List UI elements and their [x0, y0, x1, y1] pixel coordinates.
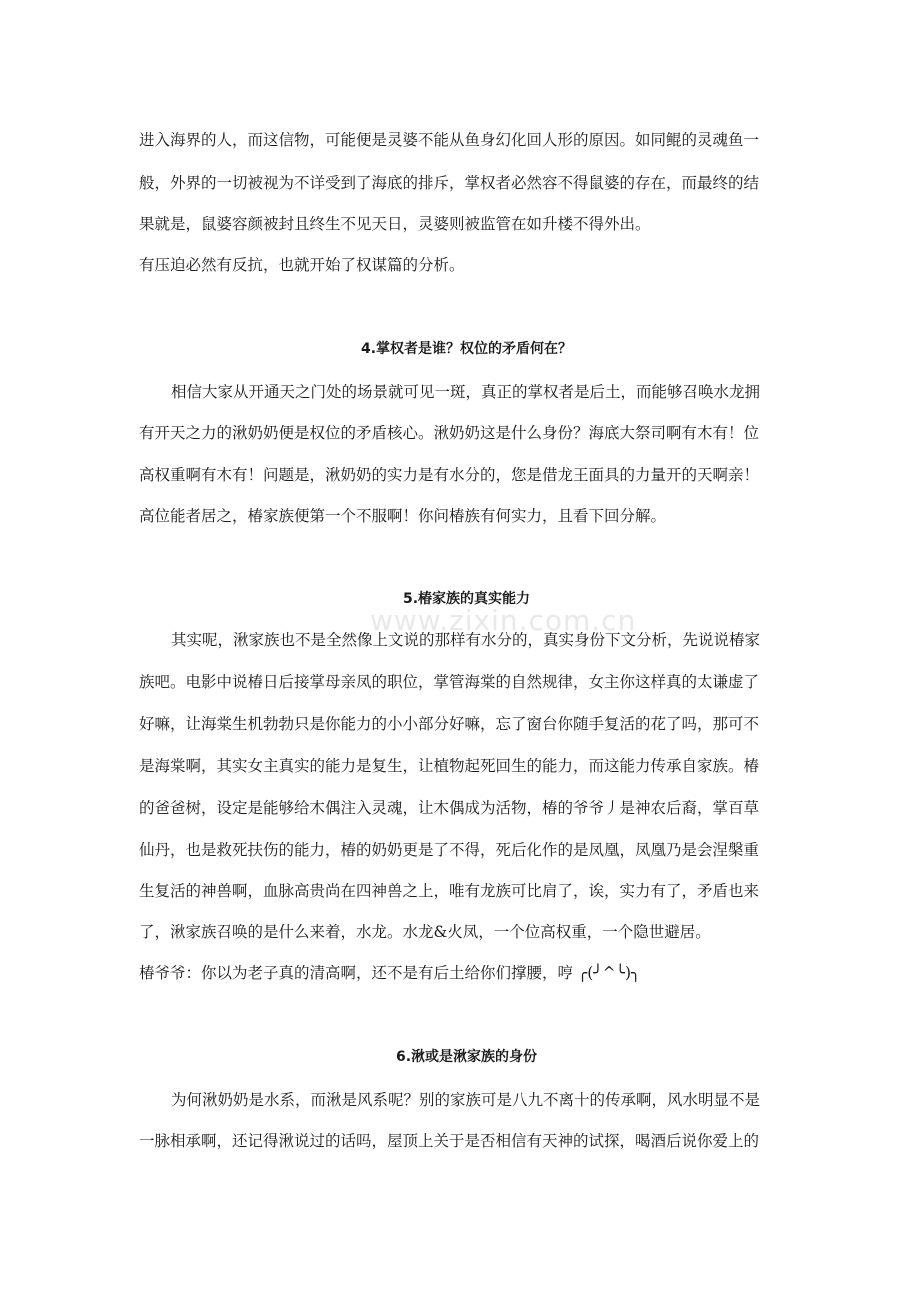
paragraph-line: 椿爷爷：你以为老子真的清高啊，还不是有后土给你们撑腰，哼 ╭(╯^╰)╮: [139, 964, 641, 982]
paragraph-line: 相信大家从开通天之门处的场景就可见一斑，真正的掌权者是后土，而能够召唤水龙拥: [171, 383, 761, 401]
paragraph-line: 生复活的神兽啊，血脉高贵尚在四神兽之上，唯有龙族可比肩了，诶，实力有了，矛盾也来: [139, 882, 760, 900]
paragraph-line: 为何湫奶奶是水系，而湫是风系呢？别的家族可是八九不离十的传承啊，风水明显不是: [171, 1091, 761, 1109]
paragraph-line: 果就是，鼠婆容颜被封且终生不见天日，灵婆则被监管在如升楼不得外出。: [139, 215, 651, 233]
paragraph-line: 高位能者居之，椿家族便第一个不服啊！你问椿族有何实力，且看下回分解。: [139, 507, 667, 525]
paragraph-line: 其实呢，湫家族也不是全然像上文说的那样有水分的，真实身份下文分析，先说说椿家: [171, 631, 761, 649]
paragraph-line: 族吧。电影中说椿日后接掌母亲凤的职位，掌管海棠的自然规律，女主你这样真的太谦虚了: [139, 673, 760, 691]
section-heading-6: 6.湫或是湫家族的身份: [395, 1049, 538, 1065]
paragraph-line: 进入海界的人，而这信物，可能便是灵婆不能从鱼身幻化回人形的原因。如同鲲的灵魂鱼一: [139, 131, 760, 149]
paragraph-line: 了，湫家族召唤的是什么来着，水龙。水龙&火凤，一个位高权重，一个隐世避居。: [139, 923, 711, 941]
section-heading-4: 4.掌权者是谁？权位的矛盾何在？: [360, 341, 573, 357]
paragraph-line: 一脉相承啊，还记得湫说过的话吗，屋顶上关于是否相信有天神的试探，喝酒后说你爱上的: [139, 1132, 760, 1150]
watermark: www.zixin.com.cn: [370, 604, 637, 637]
paragraph-line: 有压迫必然有反抗，也就开始了权谋篇的分析。: [139, 256, 465, 274]
paragraph-line: 有开天之力的湫奶奶便是权位的矛盾核心。湫奶奶这是什么身份？海底大祭司啊有木有！位: [139, 424, 760, 442]
paragraph-line: 高权重啊有木有！问题是，湫奶奶的实力是有水分的，您是借龙王面具的力量开的天啊亲！: [139, 466, 760, 484]
paragraph-line: 好嘛，让海棠生机勃勃只是你能力的小小部分好嘛，忘了窗台你随手复活的花了吗，那可不: [139, 715, 760, 733]
paragraph-line: 的爸爸树，设定是能够给木偶注入灵魂，让木偶成为活物，椿的爷爷丿是神农后裔，掌百草: [139, 799, 760, 817]
paragraph-line: 是海棠啊，其实女主真实的能力是复生，让植物起死回生的能力，而这能力传承自家族。椿: [139, 757, 760, 775]
section-heading-5: 5.椿家族的真实能力: [402, 591, 531, 607]
paragraph-line: 般，外界的一切被视为不详受到了海底的排斥，掌权者必然容不得鼠婆的存在，而最终的结: [139, 174, 760, 192]
paragraph-line: 仙丹，也是救死扶伤的能力，椿的奶奶更是了不得，死后化作的是凤凰，凤凰乃是会涅槃重: [139, 841, 760, 859]
